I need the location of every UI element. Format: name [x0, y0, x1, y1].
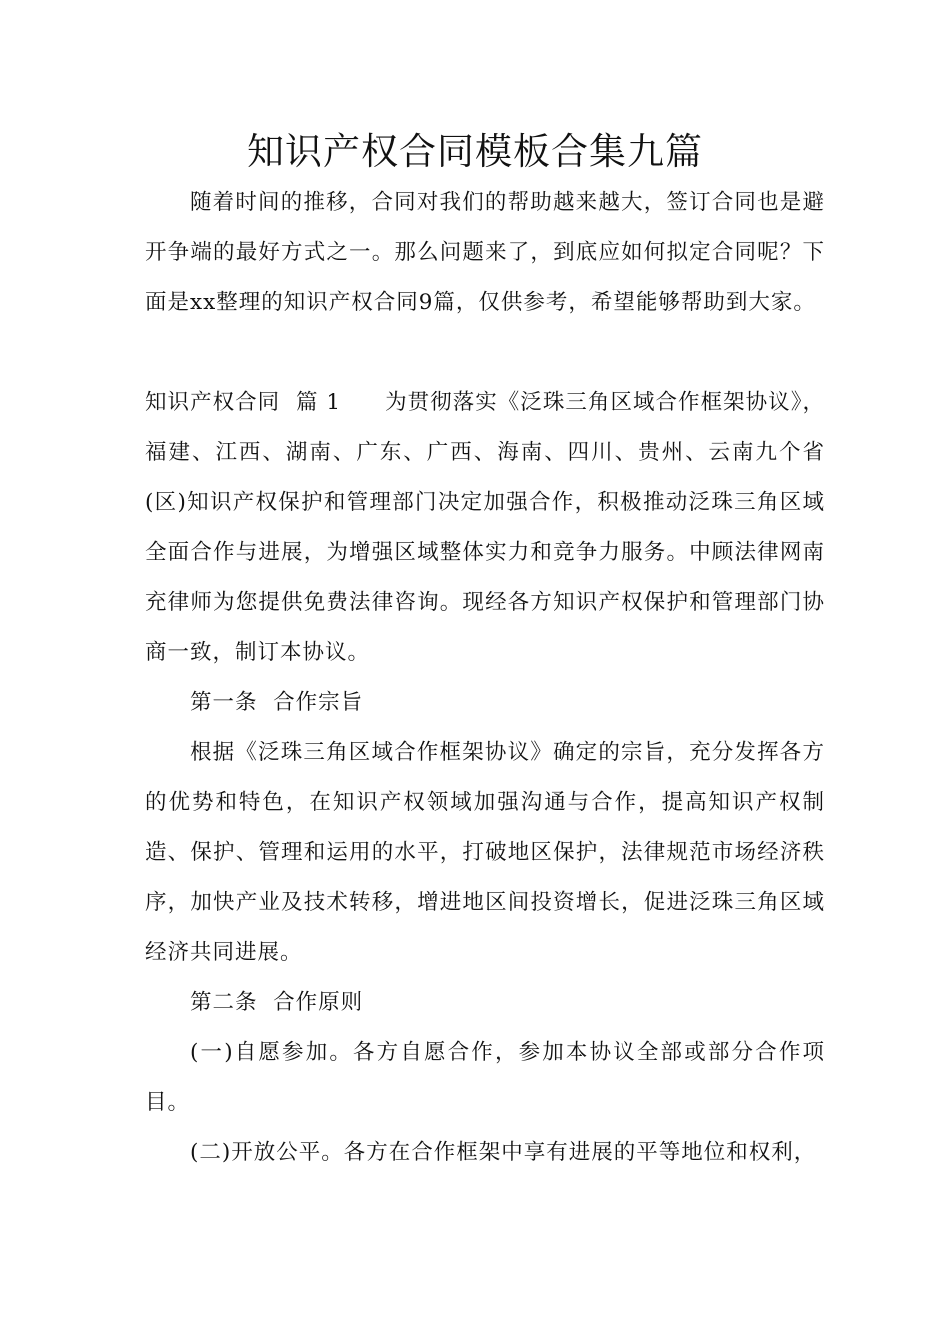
- intro-paragraph: 随着时间的推移，合同对我们的帮助越来越大，签订合同也是避开争端的最好方式之一。那么问题来了，到底应如何拟定合同呢？下面是xx整理的知识产权合同9篇，仅供参考，希望能够帮助到大家。: [145, 190, 825, 315]
- section-1-paragraph: [145, 378, 825, 678]
- article-2-heading: 第二条 合作原则: [190, 990, 364, 1015]
- article-1-heading: 第一条 合作宗旨: [190, 690, 364, 715]
- section-1-text: 为贯彻落实《泛珠三角区域合作框架协议》，福建、江西、湖南、广东、广西、海南、四川、贵州、云南九个省(区)知识产权保护和管理部门决定加强合作，积极推动泛珠三角区域全面合作与进展，为增强区域整体实力和竞争力服务。中顾法律网南充律师为您提供免费法律咨询。现经各方知识产权保护和管理部门协商一致，制订本协议。: [145, 390, 826, 665]
- paragraph-gap: [145, 328, 825, 378]
- document-body: [145, 178, 825, 1178]
- document-title: 知识产权合同模板合集九篇: [247, 130, 703, 173]
- article-1-text: 根据《泛珠三角区域合作框架协议》确定的宗旨，充分发挥各方的优势和特色，在知识产权领域加强沟通与合作，提高知识产权制造、保护、管理和运用的水平，打破地区保护，法律规范市场经济秩序，加快产业及技术转移，增进地区间投资增长，促进泛珠三角区域经济共同进展。: [145, 740, 825, 965]
- section-1-label: 知识产权合同: [145, 390, 281, 415]
- article-2-item-1: (一)自愿参加。各方自愿合作，参加本协议全部或部分合作项目。: [145, 1040, 825, 1115]
- article-2-item-2: (二)开放公平。各方在合作框架中享有进展的平等地位和权利，: [190, 1140, 817, 1165]
- section-1-number: 篇 1: [295, 390, 342, 415]
